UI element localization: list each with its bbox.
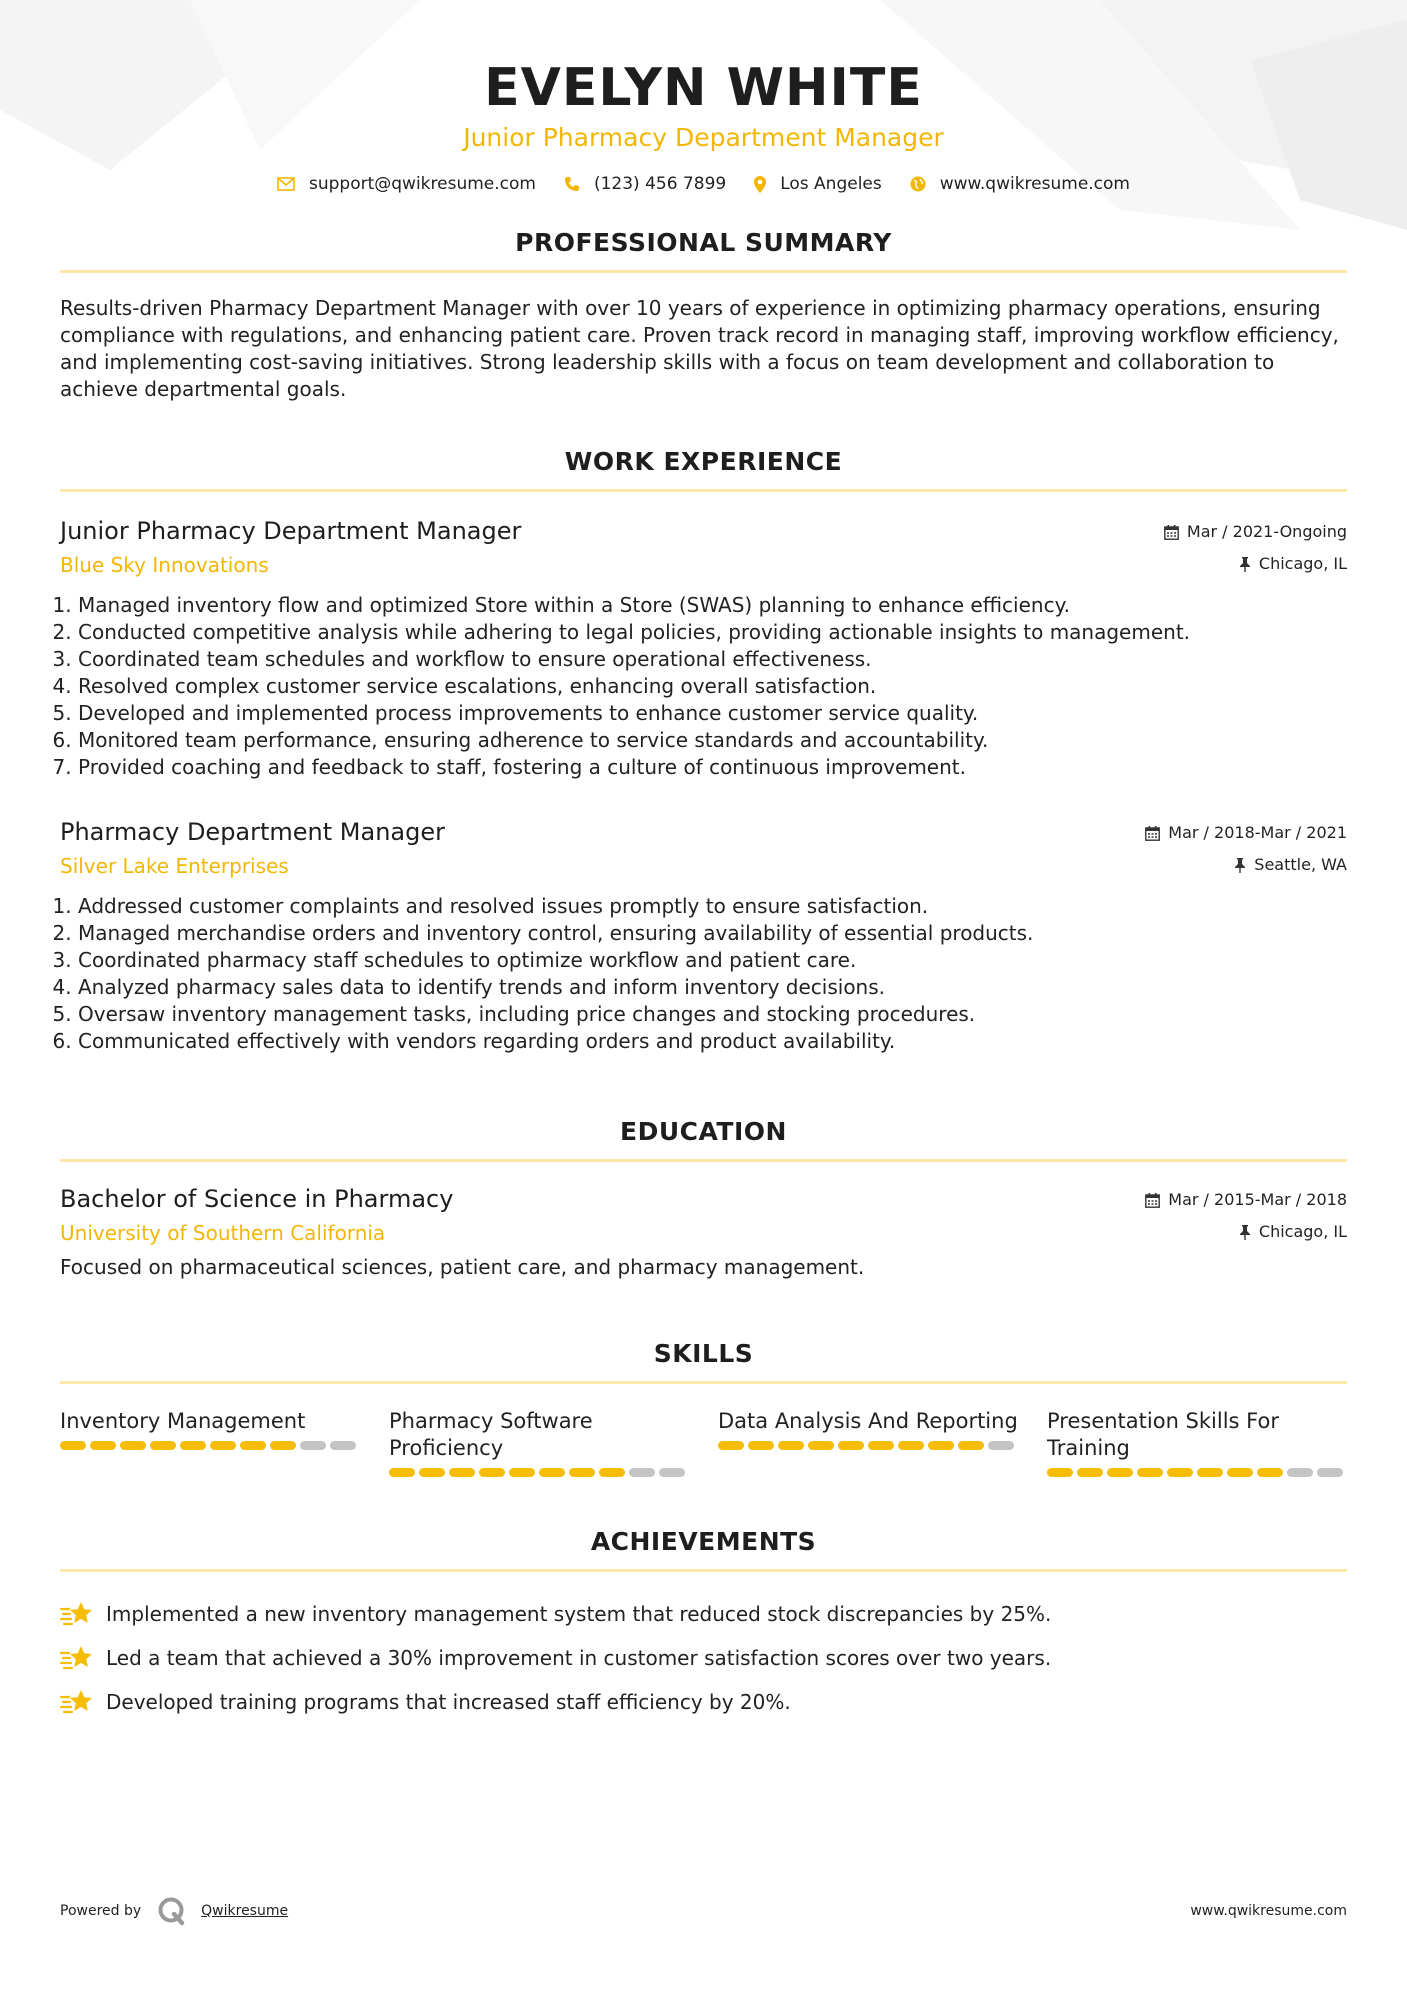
skill-item bbox=[389, 1408, 689, 1477]
calendar-icon bbox=[1164, 525, 1179, 540]
education-entry bbox=[60, 1184, 1347, 1281]
school-name: University of Southern California bbox=[60, 1221, 386, 1245]
skill-item bbox=[60, 1408, 360, 1477]
skill-level-segment bbox=[988, 1441, 1014, 1450]
skill-level-bar bbox=[1047, 1468, 1347, 1477]
skill-level-segment bbox=[1167, 1468, 1193, 1477]
job-duty: 1. Addressed customer complaints and resolved issues promptly to ensure satisfaction. bbox=[78, 893, 1347, 920]
skill-level-segment bbox=[868, 1441, 894, 1450]
job-duty: 6. Monitored team performance, ensuring adherence to service standards and accountability. bbox=[78, 727, 1347, 754]
skill-level-segment bbox=[90, 1441, 116, 1450]
job-duty: 7. Provided coaching and feedback to staff, fostering a culture of continuous improvement. bbox=[78, 754, 1347, 781]
skill-level-segment bbox=[1317, 1468, 1343, 1477]
location-text: Los Angeles bbox=[780, 174, 882, 194]
skill-level-segment bbox=[449, 1468, 475, 1477]
shooting-star-icon bbox=[60, 1601, 94, 1627]
job-duty: 3. Coordinated pharmacy staff schedules to optimize workflow and patient care. bbox=[78, 947, 1347, 974]
calendar-icon bbox=[1145, 826, 1160, 841]
pushpin-icon bbox=[1234, 858, 1246, 873]
skill-name: Pharmacy Software Proficiency bbox=[389, 1409, 593, 1460]
summary-heading: PROFESSIONAL SUMMARY bbox=[515, 228, 892, 257]
skill-level-segment bbox=[748, 1441, 774, 1450]
skill-level-segment bbox=[599, 1468, 625, 1477]
duty-list bbox=[60, 592, 1347, 781]
skill-level-segment bbox=[150, 1441, 176, 1450]
contact-bar bbox=[60, 174, 1347, 194]
job-entry bbox=[60, 817, 1347, 1055]
achievement-item bbox=[60, 1680, 1347, 1724]
skill-level-segment bbox=[1257, 1468, 1283, 1477]
skill-level-segment bbox=[509, 1468, 535, 1477]
skill-level-segment bbox=[539, 1468, 565, 1477]
job-title: Pharmacy Department Manager bbox=[60, 818, 446, 846]
skill-level-segment bbox=[479, 1468, 505, 1477]
work-heading: WORK EXPERIENCE bbox=[564, 447, 843, 476]
skills-heading: SKILLS bbox=[653, 1339, 754, 1368]
skill-level-segment bbox=[60, 1441, 86, 1450]
skill-level-segment bbox=[569, 1468, 595, 1477]
skill-level-segment bbox=[330, 1441, 356, 1450]
qwikresume-logo-icon bbox=[157, 1896, 187, 1926]
achievement-text: Developed training programs that increased staff efficiency by 20%. bbox=[106, 1689, 791, 1714]
job-duty: 5. Developed and implemented process improvements to enhance customer service quality. bbox=[78, 700, 1347, 727]
phone-icon bbox=[564, 176, 580, 192]
skill-level-segment bbox=[180, 1441, 206, 1450]
skill-level-bar bbox=[389, 1468, 689, 1477]
pushpin-icon bbox=[1239, 1225, 1251, 1240]
job-duty: 1. Managed inventory flow and optimized Store within a Store (SWAS) planning to enhance efficiency. bbox=[78, 592, 1347, 619]
section-divider bbox=[60, 1381, 1347, 1384]
skill-level-segment bbox=[419, 1468, 445, 1477]
globe-icon bbox=[910, 176, 926, 192]
duty-list bbox=[60, 893, 1347, 1055]
skill-level-segment bbox=[629, 1468, 655, 1477]
calendar-icon bbox=[1145, 1193, 1160, 1208]
job-date: Mar / 2021-Ongoing bbox=[1186, 522, 1347, 541]
achievements-heading: ACHIEVEMENTS bbox=[590, 1527, 817, 1556]
skills-grid bbox=[60, 1408, 1347, 1477]
section-divider bbox=[60, 1569, 1347, 1572]
skill-level-segment bbox=[1227, 1468, 1253, 1477]
skill-level-segment bbox=[1047, 1468, 1073, 1477]
skill-level-segment bbox=[210, 1441, 236, 1450]
skill-level-segment bbox=[389, 1468, 415, 1477]
job-duty: 4. Resolved complex customer service escalations, enhancing overall satisfaction. bbox=[78, 673, 1347, 700]
skill-name: Presentation Skills For Training bbox=[1047, 1409, 1279, 1460]
resume-header bbox=[60, 0, 1347, 194]
job-duty: 4. Analyzed pharmacy sales data to identify trends and inform inventory decisions. bbox=[78, 974, 1347, 1001]
skill-level-segment bbox=[778, 1441, 804, 1450]
email-text: support@qwikresume.com bbox=[309, 174, 536, 194]
skill-level-bar bbox=[60, 1441, 360, 1450]
education-location: Chicago, IL bbox=[1258, 1222, 1347, 1241]
skill-level-segment bbox=[1197, 1468, 1223, 1477]
job-entry bbox=[60, 516, 1347, 781]
contact-email[interactable] bbox=[277, 174, 536, 194]
section-divider bbox=[60, 489, 1347, 492]
skill-level-segment bbox=[718, 1441, 744, 1450]
footer-website[interactable]: www.qwikresume.com bbox=[1190, 1903, 1347, 1919]
skill-level-segment bbox=[958, 1441, 984, 1450]
section-divider bbox=[60, 1159, 1347, 1162]
pushpin-icon bbox=[1239, 557, 1251, 572]
job-duty: 3. Coordinated team schedules and workflow to ensure operational effectiveness. bbox=[78, 646, 1347, 673]
education-heading: EDUCATION bbox=[620, 1117, 787, 1146]
education-date: Mar / 2015-Mar / 2018 bbox=[1168, 1190, 1347, 1209]
skill-level-segment bbox=[1287, 1468, 1313, 1477]
skill-level-segment bbox=[1077, 1468, 1103, 1477]
job-duty: 5. Oversaw inventory management tasks, including price changes and stocking procedures. bbox=[78, 1001, 1347, 1028]
contact-website[interactable] bbox=[910, 174, 1130, 194]
achievement-item bbox=[60, 1636, 1347, 1680]
brand-link[interactable]: Qwikresume bbox=[201, 1903, 289, 1919]
achievement-text: Implemented a new inventory management system that reduced stock discrepancies by 25%. bbox=[106, 1601, 1052, 1626]
job-date: Mar / 2018-Mar / 2021 bbox=[1168, 823, 1347, 842]
skill-level-bar bbox=[718, 1441, 1018, 1450]
skill-level-segment bbox=[300, 1441, 326, 1450]
page-footer bbox=[60, 1896, 1347, 1926]
skill-level-segment bbox=[270, 1441, 296, 1450]
skill-level-segment bbox=[659, 1468, 685, 1477]
skill-level-segment bbox=[898, 1441, 924, 1450]
achievement-list bbox=[60, 1592, 1347, 1724]
education-description: Focused on pharmaceutical sciences, patient care, and pharmacy management. bbox=[60, 1255, 865, 1279]
skill-level-segment bbox=[808, 1441, 834, 1450]
job-list bbox=[60, 516, 1347, 1055]
job-duty: 2. Managed merchandise orders and inventory control, ensuring availability of essential products. bbox=[78, 920, 1347, 947]
job-duty: 6. Communicated effectively with vendors regarding orders and product availability. bbox=[78, 1028, 1347, 1055]
skill-item bbox=[1047, 1408, 1347, 1477]
skill-level-segment bbox=[838, 1441, 864, 1450]
powered-label: Powered by bbox=[60, 1903, 142, 1919]
skill-level-segment bbox=[120, 1441, 146, 1450]
summary-text: Results-driven Pharmacy Department Manager with over 10 years of experience in optimizing pharmacy operations, ensuring compliance with regulations, and enhancing patient care. Proven track record in managing staff, improving workflow efficiency, and implementing cost-saving initiatives. Strong leadership skills with a focus on team development and collaboration to achieve departmental goals. bbox=[60, 296, 1339, 401]
skill-item bbox=[718, 1408, 1018, 1477]
degree-title: Bachelor of Science in Pharmacy bbox=[60, 1185, 454, 1213]
section-divider bbox=[60, 270, 1347, 273]
achievement-item bbox=[60, 1592, 1347, 1636]
skill-level-segment bbox=[1137, 1468, 1163, 1477]
phone-text: (123) 456 7899 bbox=[593, 174, 727, 194]
website-text: www.qwikresume.com bbox=[939, 174, 1130, 194]
powered-by bbox=[60, 1896, 288, 1926]
shooting-star-icon bbox=[60, 1645, 94, 1671]
skill-level-segment bbox=[240, 1441, 266, 1450]
contact-phone[interactable] bbox=[564, 174, 726, 194]
company-name: Silver Lake Enterprises bbox=[60, 854, 289, 878]
envelope-icon bbox=[277, 177, 295, 191]
map-pin-icon bbox=[754, 176, 766, 193]
skill-name: Data Analysis And Reporting bbox=[718, 1409, 1018, 1433]
skill-name: Inventory Management bbox=[60, 1409, 306, 1433]
candidate-role: Junior Pharmacy Department Manager bbox=[463, 123, 944, 152]
achievement-text: Led a team that achieved a 30% improvement in customer satisfaction scores over two years. bbox=[106, 1645, 1052, 1670]
candidate-name: EVELYN WHITE bbox=[484, 58, 923, 118]
job-location: Chicago, IL bbox=[1258, 554, 1347, 573]
company-name: Blue Sky Innovations bbox=[60, 553, 269, 577]
job-title: Junior Pharmacy Department Manager bbox=[60, 517, 522, 545]
job-location: Seattle, WA bbox=[1254, 855, 1347, 874]
skill-level-segment bbox=[928, 1441, 954, 1450]
skill-level-segment bbox=[1107, 1468, 1133, 1477]
contact-location bbox=[754, 174, 882, 194]
job-duty: 2. Conducted competitive analysis while adhering to legal policies, providing actionable insights to management. bbox=[78, 619, 1347, 646]
shooting-star-icon bbox=[60, 1689, 94, 1715]
